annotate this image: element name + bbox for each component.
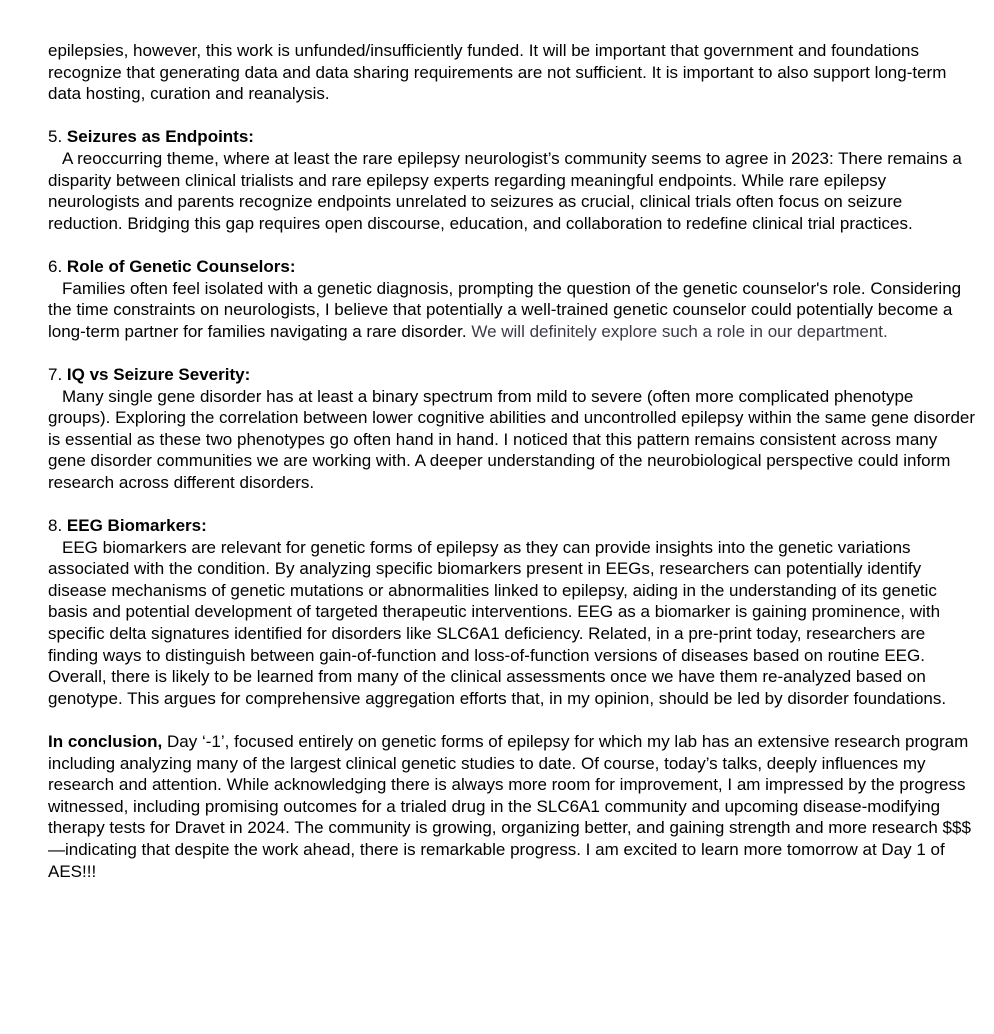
- paragraph-gap: [48, 105, 978, 127]
- section-number: 6.: [48, 256, 63, 276]
- paragraph-gap: [48, 709, 978, 731]
- section-body-seizures-endpoints: [48, 148, 978, 234]
- section-title: Role of Genetic Counselors:: [66, 256, 296, 276]
- section-number: 7.: [48, 364, 63, 384]
- section-title: Seizures as Endpoints:: [66, 127, 254, 147]
- section-body-eeg-biomarkers: [48, 537, 978, 710]
- section-number: 5.: [48, 127, 63, 147]
- section-heading-seizures-endpoints: [48, 126, 978, 148]
- section-title: IQ vs Seizure Severity:: [66, 364, 251, 384]
- intro-paragraph: epilepsies, however, this work is unfunded/insufficiently funded. It will be important that government and foundations recognize that generating data and data sharing requirements are not sufficient. It is important to also support long-term data hosting, curation and reanalysis.: [48, 41, 947, 104]
- section-body-iq-seizure: [48, 386, 978, 494]
- paragraph-gap: [48, 493, 978, 515]
- section-heading-iq-seizure: [48, 364, 978, 386]
- section-title: EEG Biomarkers:: [66, 516, 207, 536]
- section-heading-genetic-counselors: [48, 256, 978, 278]
- section-number: 8.: [48, 516, 63, 536]
- conclusion-label: In conclusion,: [48, 732, 163, 751]
- conclusion-paragraph: [48, 731, 978, 882]
- conclusion-text: Day ‘-1’, focused entirely on genetic forms of epilepsy for which my lab has an extensive research program including analyzing many of the largest clinical genetic studies to date. Of course, today’s talks, deeply influences my research and attention. While acknowledging there is always more room for improvement, I am impressed by the progress witnessed, including promising outcomes for a trialed drug in the SLC6A1 community and upcoming disease-modifying therapy tests for Dravet in 2024. The community is growing, organizing better, and gaining strength and more research $$$ —indicating that despite the work ahead, there is remarkable progress. I am excited to learn more tomorrow at Day 1 of AES!!!: [48, 732, 971, 881]
- section-body-genetic-counselors: [48, 278, 978, 343]
- section-body-highlight: We will definitely explore such a role in our department.: [471, 321, 888, 341]
- section-heading-eeg-biomarkers: [48, 515, 978, 537]
- document-body: [48, 40, 978, 882]
- section-body-text: Many single gene disorder has at least a binary spectrum from mild to severe (often more complicated phenotype groups). Exploring the correlation between lower cognitive abilities and uncontrolled epilepsy within the same gene disorder is essential as these two phenotypes go often hand in hand. I noticed that this pattern remains consistent across many gene disorder communities we are working with. A deeper understanding of the neurobiological perspective could inform research across different disorders.: [48, 386, 976, 492]
- paragraph-gap: [48, 234, 978, 256]
- paragraph-gap: [48, 342, 978, 364]
- section-body-text: EEG biomarkers are relevant for genetic forms of epilepsy as they can provide insights into the genetic variations associated with the condition. By analyzing specific biomarkers present in EEGs, researchers can potentially identify disease mechanisms of genetic mutations or abnormalities linked to epilepsy, aiding in the understanding of its genetic basis and potential development of targeted therapeutic interventions. EEG as a biomarker is gaining prominence, with specific delta signatures identified for disorders like SLC6A1 deficiency. Related, in a pre-print today, researchers are finding ways to distinguish between gain-of-function and loss-of-function versions of diseases based on routine EEG. Overall, there is likely to be learned from many of the clinical assessments once we have them re-analyzed based on genotype. This argues for comprehensive aggregation efforts that, in my opinion, should be led by disorder foundations.: [48, 537, 947, 708]
- section-body-text: A reoccurring theme, where at least the rare epilepsy neurologist’s community seems to agree in 2023: There remains a disparity between clinical trialists and rare epilepsy experts regarding meaningful endpoints. While rare epilepsy neurologists and parents recognize endpoints unrelated to seizures as crucial, clinical trials often focus on seizure reduction. Bridging this gap requires open discourse, education, and collaboration to redefine clinical trial practices.: [48, 148, 962, 233]
- section-body-text: Families often feel isolated with a genetic diagnosis, prompting the question of the genetic counselor's role. Considering the time constraints on neurologists, I believe that potentially a well-trained genetic counselor could potentially become a long-term partner for families navigating a rare disorder.: [48, 278, 962, 341]
